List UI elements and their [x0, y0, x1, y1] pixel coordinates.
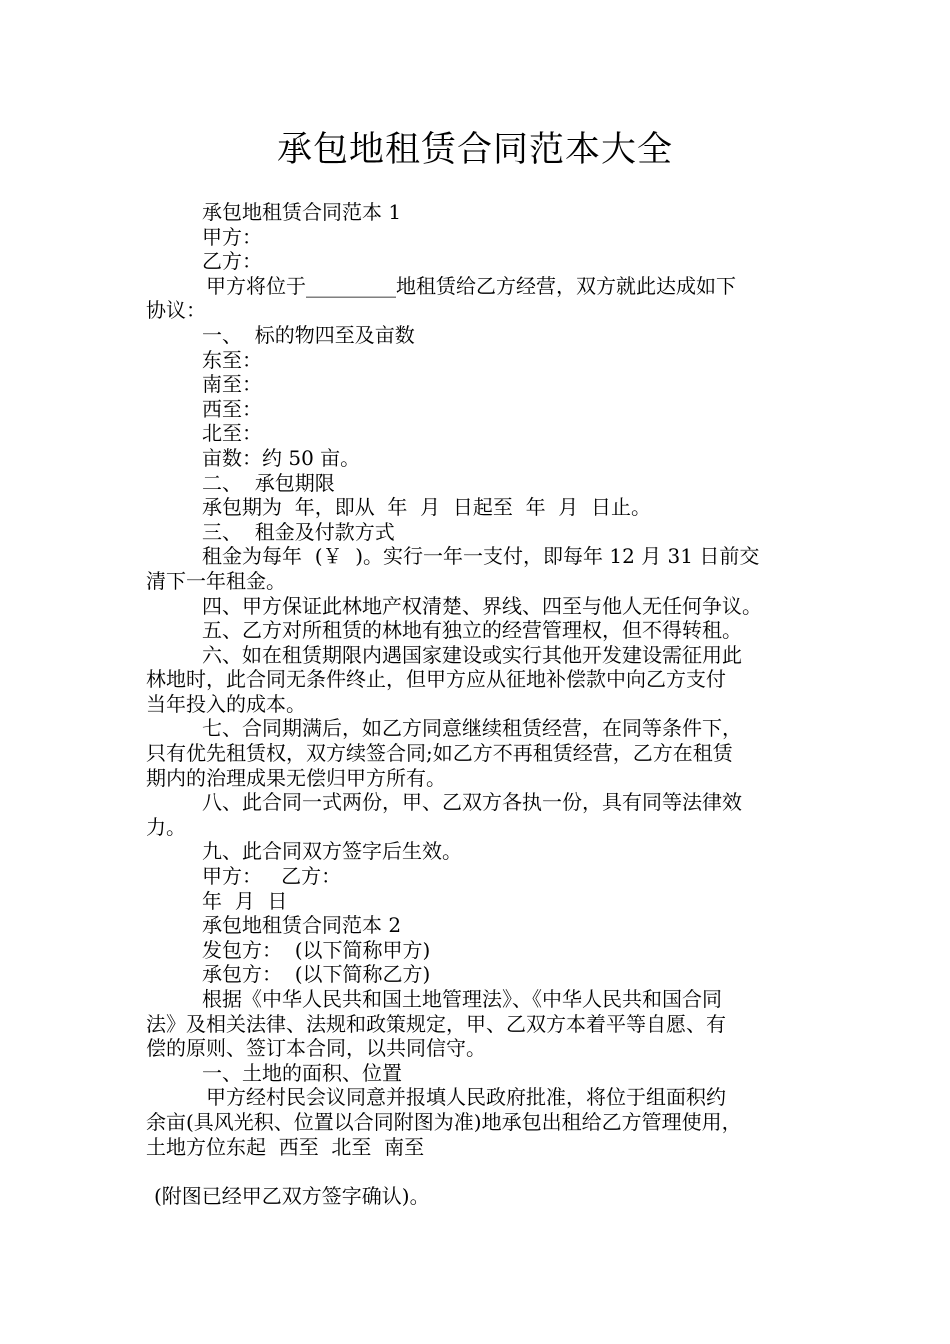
document-title: 承包地租赁合同范本大全: [276, 130, 673, 170]
blank-line: [146, 1159, 818, 1184]
clause-heading: 一、土地的面积、位置: [202, 1060, 402, 1085]
paragraph-line: 当年投入的成本。: [146, 691, 306, 716]
clause-line: 六、如在租赁期限内遇国家建设或实行其他开发建设需征用此: [202, 642, 742, 667]
signature-line: 甲方： 乙方：: [202, 864, 342, 889]
paragraph-line: 偿的原则、签订本合同，以共同信守。: [146, 1036, 486, 1061]
contractor-line: 发包方： (以下简称甲方): [202, 937, 431, 962]
party-b-line: 乙方：: [202, 249, 262, 274]
section-heading-2: 承包地租赁合同范本 2: [202, 913, 402, 938]
paragraph-line: 清下一年租金。: [146, 568, 286, 593]
clause-line: 五、乙方对所租赁的林地有独立的经营管理权，但不得转租。: [202, 618, 742, 643]
paragraph-line: 法》及相关法律、法规和政策规定，甲、乙双方本着平等自愿、有: [146, 1011, 726, 1036]
paragraph-line: 力。: [146, 814, 186, 839]
clause-heading: 二、 承包期限: [202, 470, 335, 495]
paragraph-line: 甲方经村民会议同意并报填人民政府批准，将位于组面积约: [206, 1085, 726, 1110]
document-body: [146, 200, 818, 1208]
party-a-line: 甲方：: [202, 224, 262, 249]
section-heading-1: 承包地租赁合同范本 1: [202, 200, 402, 224]
boundary-east: 东至：: [202, 347, 262, 372]
boundary-south: 南至：: [202, 372, 262, 397]
clause-line: 九、此合同双方签字后生效。: [202, 839, 462, 864]
date-line: 年 月 日: [202, 888, 288, 913]
area-line: 亩数：约 50 亩。: [202, 445, 361, 470]
paragraph-line: 土地方位东起 西至 北至 南至: [146, 1134, 425, 1159]
clause-line: 四、甲方保证此林地产权清楚、界线、四至与他人无任何争议。: [202, 593, 762, 618]
paragraph-line: 余亩(具风光积、位置以合同附图为准)地承包出租给乙方管理使用，: [146, 1109, 742, 1134]
paragraph-line: 甲方将位于_________地租赁给乙方经营，双方就此达成如下: [206, 273, 736, 298]
paragraph-line: 林地时，此合同无条件终止，但甲方应从征地补偿款中向乙方支付: [146, 667, 726, 692]
paragraph-line: 租金为每年 (￥ )。实行一年一支付，即每年 12 月 31 日前交: [202, 544, 760, 569]
boundary-north: 北至：: [202, 421, 262, 446]
paragraph-line: 根据《中华人民共和国土地管理法》、《中华人民共和国合同: [202, 987, 722, 1011]
paragraph-line: 期内的治理成果无偿归甲方所有。: [146, 765, 446, 790]
paragraph-line: 承包期为 年，即从 年 月 日起至 年 月 日止。: [202, 495, 652, 520]
clause-heading: 三、 租金及付款方式: [202, 519, 395, 544]
paragraph-line: 只有优先租赁权，双方续签合同;如乙方不再租赁经营，乙方在租赁: [146, 741, 733, 766]
clause-heading: 一、 标的物四至及亩数: [202, 322, 415, 347]
contractee-line: 承包方： (以下简称乙方): [202, 962, 431, 987]
boundary-west: 西至：: [202, 396, 262, 421]
clause-line: 七、合同期满后，如乙方同意继续租赁经营，在同等条件下，: [202, 716, 742, 741]
paragraph-line: (附图已经甲乙双方签字确认)。: [154, 1183, 430, 1208]
paragraph-line: 协议：: [146, 298, 206, 323]
clause-line: 八、此合同一式两份，甲、乙双方各执一份，具有同等法律效: [202, 790, 742, 815]
